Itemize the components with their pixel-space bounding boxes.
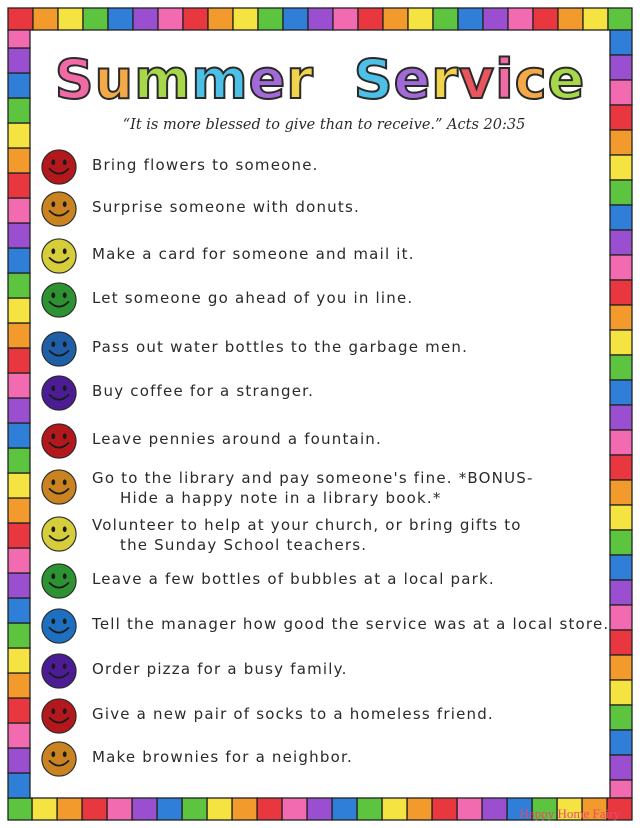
title-letter: m [134,48,192,111]
list-item-text [92,381,602,401]
smiley-face-icon [40,422,78,460]
list-item-line: Surprise someone with donuts. [92,198,360,216]
title-letter: i [495,48,515,111]
smiley-face-icon [40,515,78,553]
list-item [40,374,600,414]
list-item-text [92,704,602,724]
list-item-line: Make a card for someone and mail it. [92,245,415,263]
list-item [40,697,600,737]
list-item-line: Buy coffee for a stranger. [92,382,315,400]
title-letter: v [458,48,496,111]
title-letter: u [94,48,135,111]
list-item-line: Order pizza for a busy family. [92,660,348,678]
smiley-face-icon [40,468,78,506]
list-item [40,190,600,230]
list-item-line: Bring flowers to someone. [92,156,319,174]
smiley-face-icon [40,237,78,275]
smiley-face-icon [40,148,78,186]
list-item-line: Tell the manager how good the service was at a local store. [92,615,610,633]
list-item [40,330,600,370]
smiley-face-icon [40,190,78,228]
list-item-line: Pass out water bottles to the garbage men. [92,338,469,356]
list-item-text [92,468,602,508]
smiley-face-icon [40,330,78,368]
list-item-text [92,155,602,175]
list-item-line: the Sunday School teachers. [120,536,368,554]
list-item-text [92,515,602,555]
list-item-text [92,614,610,634]
list-item-line: Let someone go ahead of you in line. [92,289,414,307]
list-item [40,281,600,321]
smiley-face-icon [40,697,78,735]
title-letter: S [54,48,95,111]
list-item-text [92,337,602,357]
list-item [40,740,600,780]
bible-verse: “It is more blessed to give than to receive.” Acts 20:35 [122,117,526,133]
title-letter: e [248,48,287,111]
list-item [40,652,600,692]
list-item-line: Leave pennies around a fountain. [92,430,382,448]
footer-brand: Happy Home Fairy [519,806,620,821]
title-letter: m [191,48,249,111]
list-item-line: Give a new pair of socks to a homeless friend. [92,705,494,723]
smiley-face-icon [40,374,78,412]
list-item [40,468,600,508]
list-item [40,422,600,462]
smiley-face-icon [40,607,78,645]
title-letter: r [286,48,314,111]
list-item-line: Go to the library and pay someone's fine. *BONUS- [92,469,534,487]
list-item-line: Leave a few bottles of bubbles at a local park. [92,570,495,588]
title-letter: c [514,48,548,111]
title-letter: S [353,48,394,111]
smiley-face-icon [40,281,78,319]
title-letter: r [431,48,459,111]
list-item [40,607,610,647]
smiley-face-icon [40,562,78,600]
list-item-text [92,659,602,679]
list-item-text [92,747,602,767]
smiley-face-icon [40,652,78,690]
list-item-text [92,429,602,449]
list-item-line: Volunteer to help at your church, or bring gifts to [92,516,522,534]
list-item [40,148,600,188]
title-letter: e [393,48,432,111]
list-item [40,515,600,555]
list-item-line: Hide a happy note in a library book.* [120,489,442,507]
list-item-text [92,197,602,217]
title-letter: e [547,48,586,111]
list-item [40,562,600,602]
list-item-line: Make brownies for a neighbor. [92,748,353,766]
smiley-face-icon [40,740,78,778]
list-item-text [92,569,602,589]
list-item-text [92,244,602,264]
list-item-text [92,288,602,308]
list-item [40,237,600,277]
